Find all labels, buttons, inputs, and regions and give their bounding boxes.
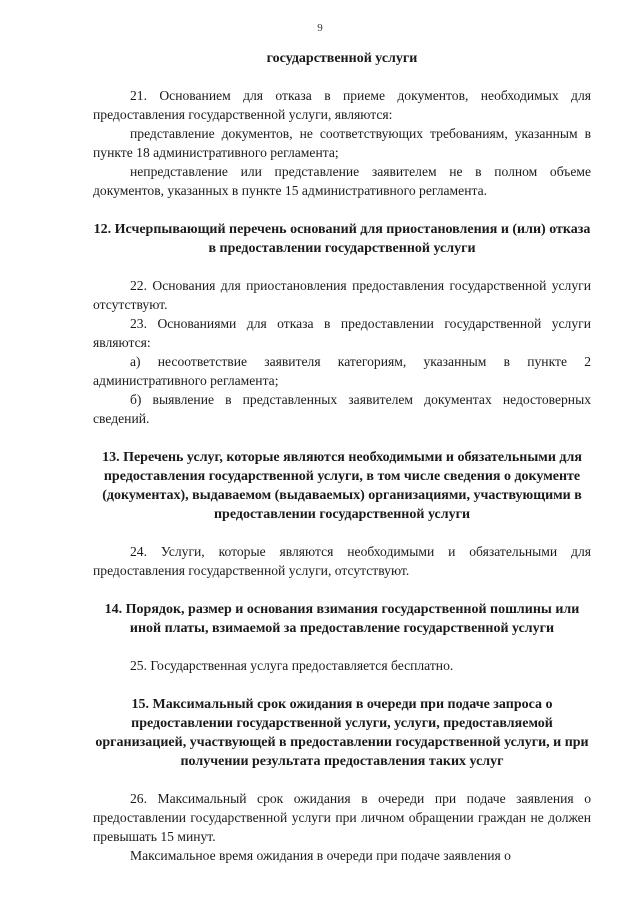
section-heading-14: 14. Порядок, размер и основания взимания государственной пошлины или иной платы, взимаемой за предоставление государственной услуги: [104, 602, 580, 636]
section-heading-15: 15. Максимальный срок ожидания в очереди при подаче запроса о предоставлении государственной услуги, услуги, предоставляемой организацией, участвующей в предоставлении государственной услуги, и при получении результата предоставления таких услуг: [95, 697, 589, 769]
paragraph-26: 26. Максимальный срок ожидания в очереди при подаче заявления о предоставлении государственной услуги при личном обращении граждан не должен превышать 15 минут.: [93, 791, 591, 844]
paragraph-23: 23. Основаниями для отказа в предоставлении государственной услуги являются:: [93, 316, 591, 350]
document-body: [93, 49, 591, 865]
paragraph-24: 24. Услуги, которые являются необходимыми и обязательными для предоставления государственной услуги, отсутствуют.: [93, 544, 591, 578]
paragraph-22: 22. Основания для приостановления предоставления государственной услуги отсутствуют.: [93, 278, 591, 312]
paragraph-23-item-b: б) выявление в представленных заявителем документах недостоверных сведений.: [93, 392, 591, 426]
paragraph-21-item-1: представление документов, не соответствующих требованиям, указанным в пункте 18 административного регламента;: [93, 126, 591, 160]
section-heading-13: 13. Перечень услуг, которые являются необходимыми и обязательными для предоставления государственной услуги, в том числе сведения о документе (документах), выдаваемом (выдаваемых) организациями, участвующими в предоставлении государственной услуги: [102, 450, 582, 522]
paragraph-25: 25. Государственная услуга предоставляется бесплатно.: [130, 658, 454, 673]
paragraph-21-item-2: непредставление или представление заявителем не в полном объеме документов, указанных в пункте 15 административного регламента.: [93, 164, 591, 198]
paragraph-26-continuation: Максимальное время ожидания в очереди при подаче заявления о: [130, 848, 511, 863]
section-heading-12: 12. Исчерпывающий перечень оснований для приостановления и (или) отказа в предоставлении государственной услуги: [93, 222, 591, 256]
paragraph-23-item-a: а) несоответствие заявителя категориям, указанным в пункте 2 административного регламента;: [93, 354, 591, 388]
section-heading-continuation: государственной услуги: [266, 51, 418, 66]
paragraph-21: 21. Основанием для отказа в приеме документов, необходимых для предоставления государственной услуги, являются:: [93, 88, 591, 122]
page-number: 9: [317, 22, 323, 34]
